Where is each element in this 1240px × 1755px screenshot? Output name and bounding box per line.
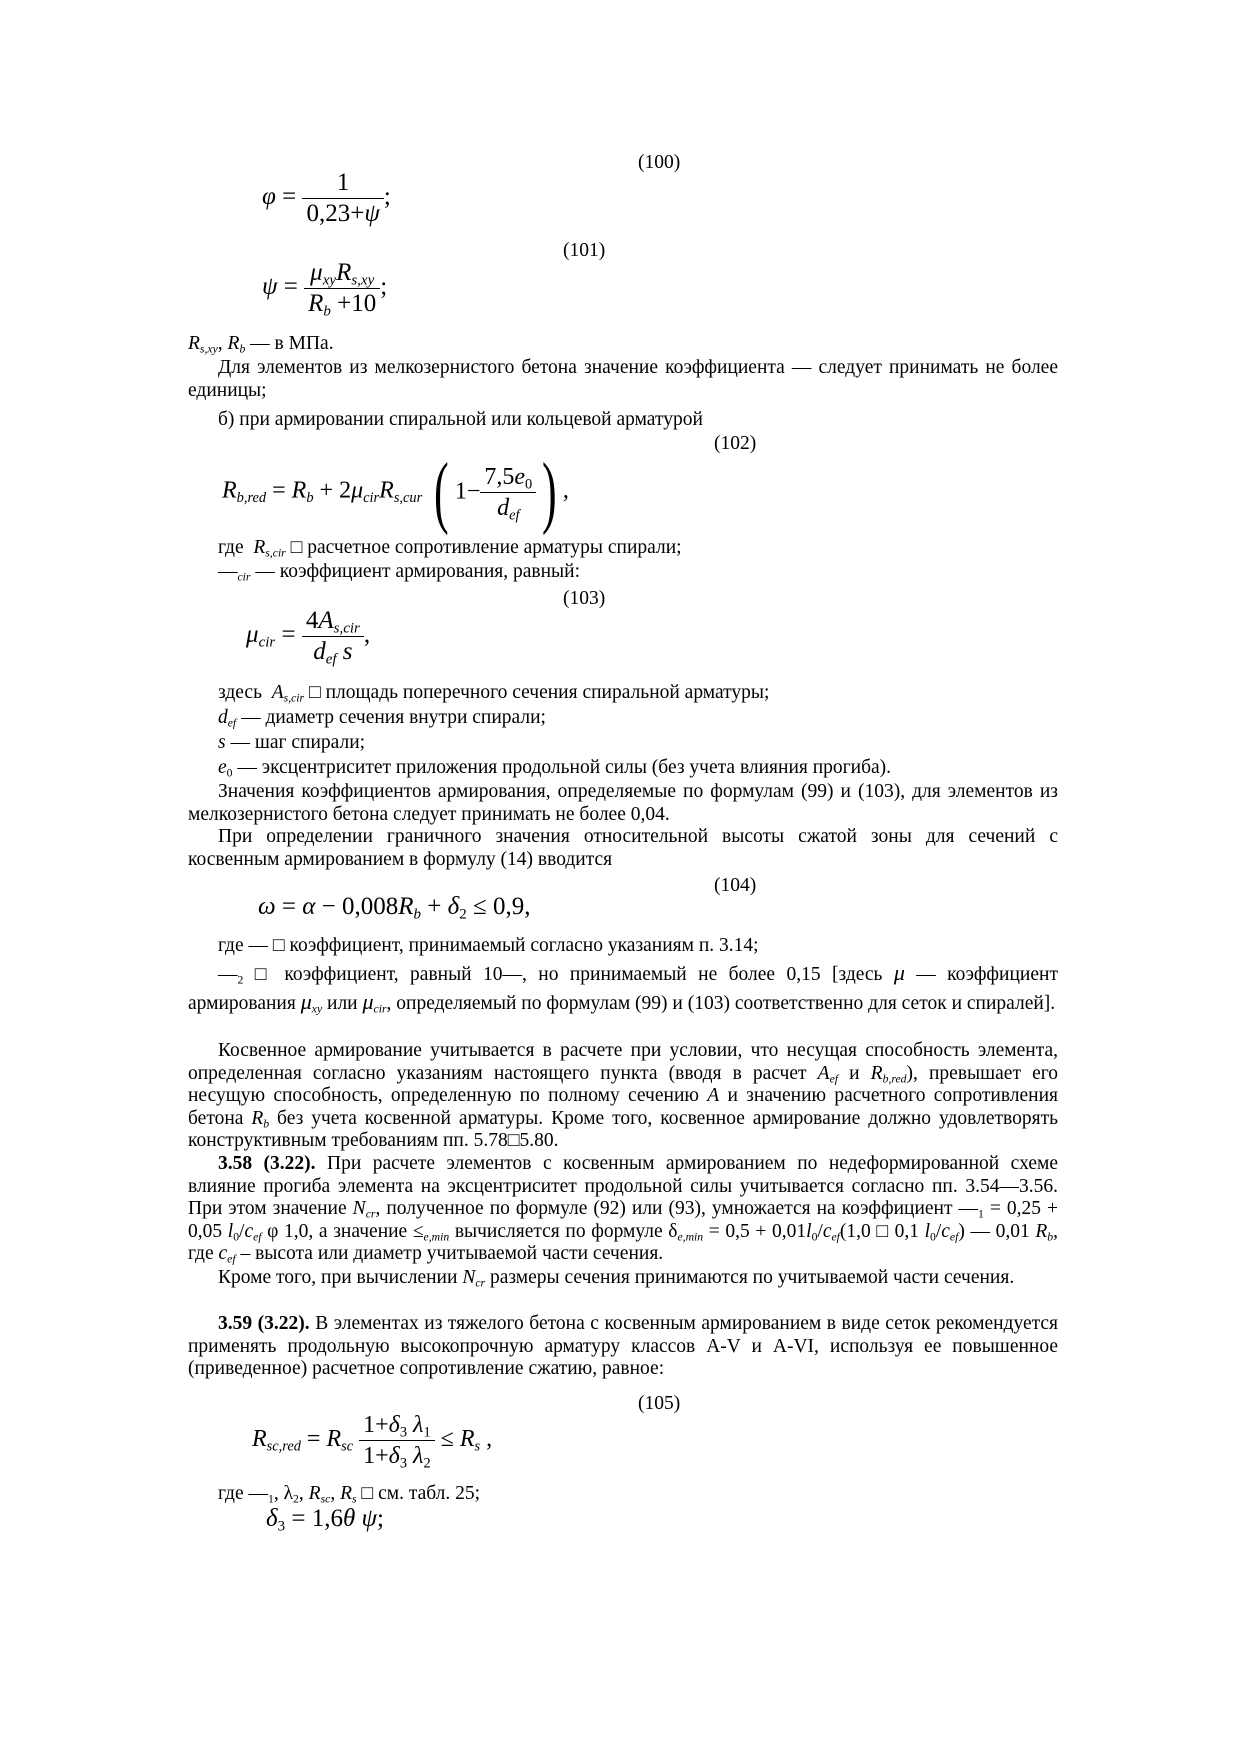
clause-359-body: В элементах из тяжелого бетона с косвенным армированием в виде сеток рекомендуется применять продольную высокопрочную арматуру классов A-V и A-VI, используя ее повышенное (приведенное) расчетное сопротивление сжатию, равное: [188, 1313, 1058, 1379]
formula-mucir: $\mu_{cir}$ = $\frac{4A_{s,cir}}{d_{ef} s}$ , [246, 607, 371, 668]
where-rscir: где $R_{s,cir}$ □ расчетное сопротивление арматуры спирали; [218, 537, 682, 560]
e0-definition: $e_0$ — эксцентриситет приложения продольной силы (без учета влияния прогиба). [218, 757, 892, 780]
units-note: $R_{s,xy}$, $R_b$ — в МПа. [188, 333, 334, 356]
clause-358-heading: 3.58 (3.22). [218, 1153, 316, 1174]
def-definition: $d_{ef}$ — диаметр сечения внутри спирали; [218, 707, 546, 730]
equation-number-102: (102) [714, 433, 757, 454]
paragraph-boundary: При определении граничного значения относительной высоты сжатой зоны для сечений с косвенным армированием в формулу (14) вводится [188, 826, 1058, 870]
formula-rbred: $R_{b,red} = R_b + 2\mu_{cir}R_{s,cur}$ ( 1− $\frac{7,5e_0}{d_{ef}}$ ) , [222, 448, 569, 536]
paragraph-besides: Кроме того, при вычислении $N_{cr}$ размеры сечения принимаются по учитываемой части сечения. [218, 1267, 1015, 1290]
equation-number-100: (100) [638, 152, 681, 173]
paragraph-values-coeff: Значения коэффициентов армирования, определяемые по формулам (99) и (103), для элементов из мелкозернистого бетона следует принимать не более 0,04. [188, 781, 1058, 825]
mucir-definition: $—_{cir}$ — коэффициент армирования, равный: [218, 561, 580, 584]
paragraph-delta2: $—_2$ □ коэффициент, равный 10—, но принимаемый не более 0,15 [здесь μ — коэффициент армирования $\mu_{xy}$ или $\mu_{cir}$, определяемый по формулам (99) и (103) соответственно для сеток и спиралей]. [188, 960, 1058, 1016]
s-definition: s — шаг спирали; [218, 732, 366, 753]
clause-359-heading: 3.59 (3.22). [218, 1313, 310, 1334]
item-b: б) при армировании спиральной или кольцевой арматурой [218, 409, 703, 430]
equation-number-105: (105) [638, 1393, 681, 1414]
where-last: где $—_1$, $\lambda_2$, $R_{sc}$, $R_s$ □ см. табл. 25; [218, 1483, 481, 1506]
formula-psi: ψ = $\frac{\mu_{xy}R_{s,xy}}{R_b +10}$ ; [262, 259, 388, 320]
paragraph-fine-concrete: Для элементов из мелкозернистого бетона значение коэффициента — следует принимать не более единицы; [188, 357, 1058, 401]
paragraph-359 [188, 1313, 1058, 1381]
equation-number-101: (101) [563, 240, 606, 261]
formula-delta3: $\delta_3 = 1,6\theta$ ψ; [266, 1505, 384, 1535]
here-ascir: здесь $A_{s,cir}$ □ площадь поперечного сечения спиральной арматуры; [218, 682, 770, 705]
paragraph-indirect: Косвенное армирование учитывается в расчете при условии, что несущая способность элемента, определенная согласно указаниям настоящего пункта (вводя в расчет $A_{ef}$ и $R_{b,red}$), превышает его несущую способность, определенную по полному сечению A и значению расчетного сопротивления бетона $R_b$ без учета косвенной арматуры. Кроме того, косвенное армирование должно удовлетворять конструктивным требованиям пп. 5.78□5.80. [188, 1040, 1059, 1151]
paragraph-358: 3.58 (3.22). При расчете элементов с косвенным армированием по недеформированной схеме влияние прогиба элемента на эксцентриситет продольной силы учитывается согласно пп. 3.54—3.56. При этом значение $N_{cr}$, полученное по формуле (92) или (93), умножается на коэффициент $—_1 = 0,25 + 0,05$ $l_0/c_{ef}$ φ 1,0, а значение $\le_{e,min}$ вычисляется по формуле $\delta_{e,min} = 0,5 + 0,01l_0/c_{ef}(1,0$ □ 0,1 $l_0/c_{ef}$) — 0,01 $R_b$, где $c_{ef}$ – высота или диаметр учитываемой части сечения. [188, 1153, 1059, 1266]
equation-number-103: (103) [563, 588, 606, 609]
formula-omega: $\omega = \alpha - 0,008R_b + \delta_2 \le 0,9$, [258, 893, 531, 923]
formula-phi: φ = $\frac{1}{0,23+\psi}$ ; [262, 169, 391, 227]
where-alpha: где — □ коэффициент, принимаемый согласно указаниям п. 3.14; [218, 935, 759, 956]
equation-number-104: (104) [714, 875, 757, 896]
formula-rscred: $R_{sc,red} = R_{sc}$ $\frac{1+\delta_3 \lambda_1}{1+\delta_3 \lambda_2}$ ≤ $R_s$ , [252, 1412, 493, 1472]
